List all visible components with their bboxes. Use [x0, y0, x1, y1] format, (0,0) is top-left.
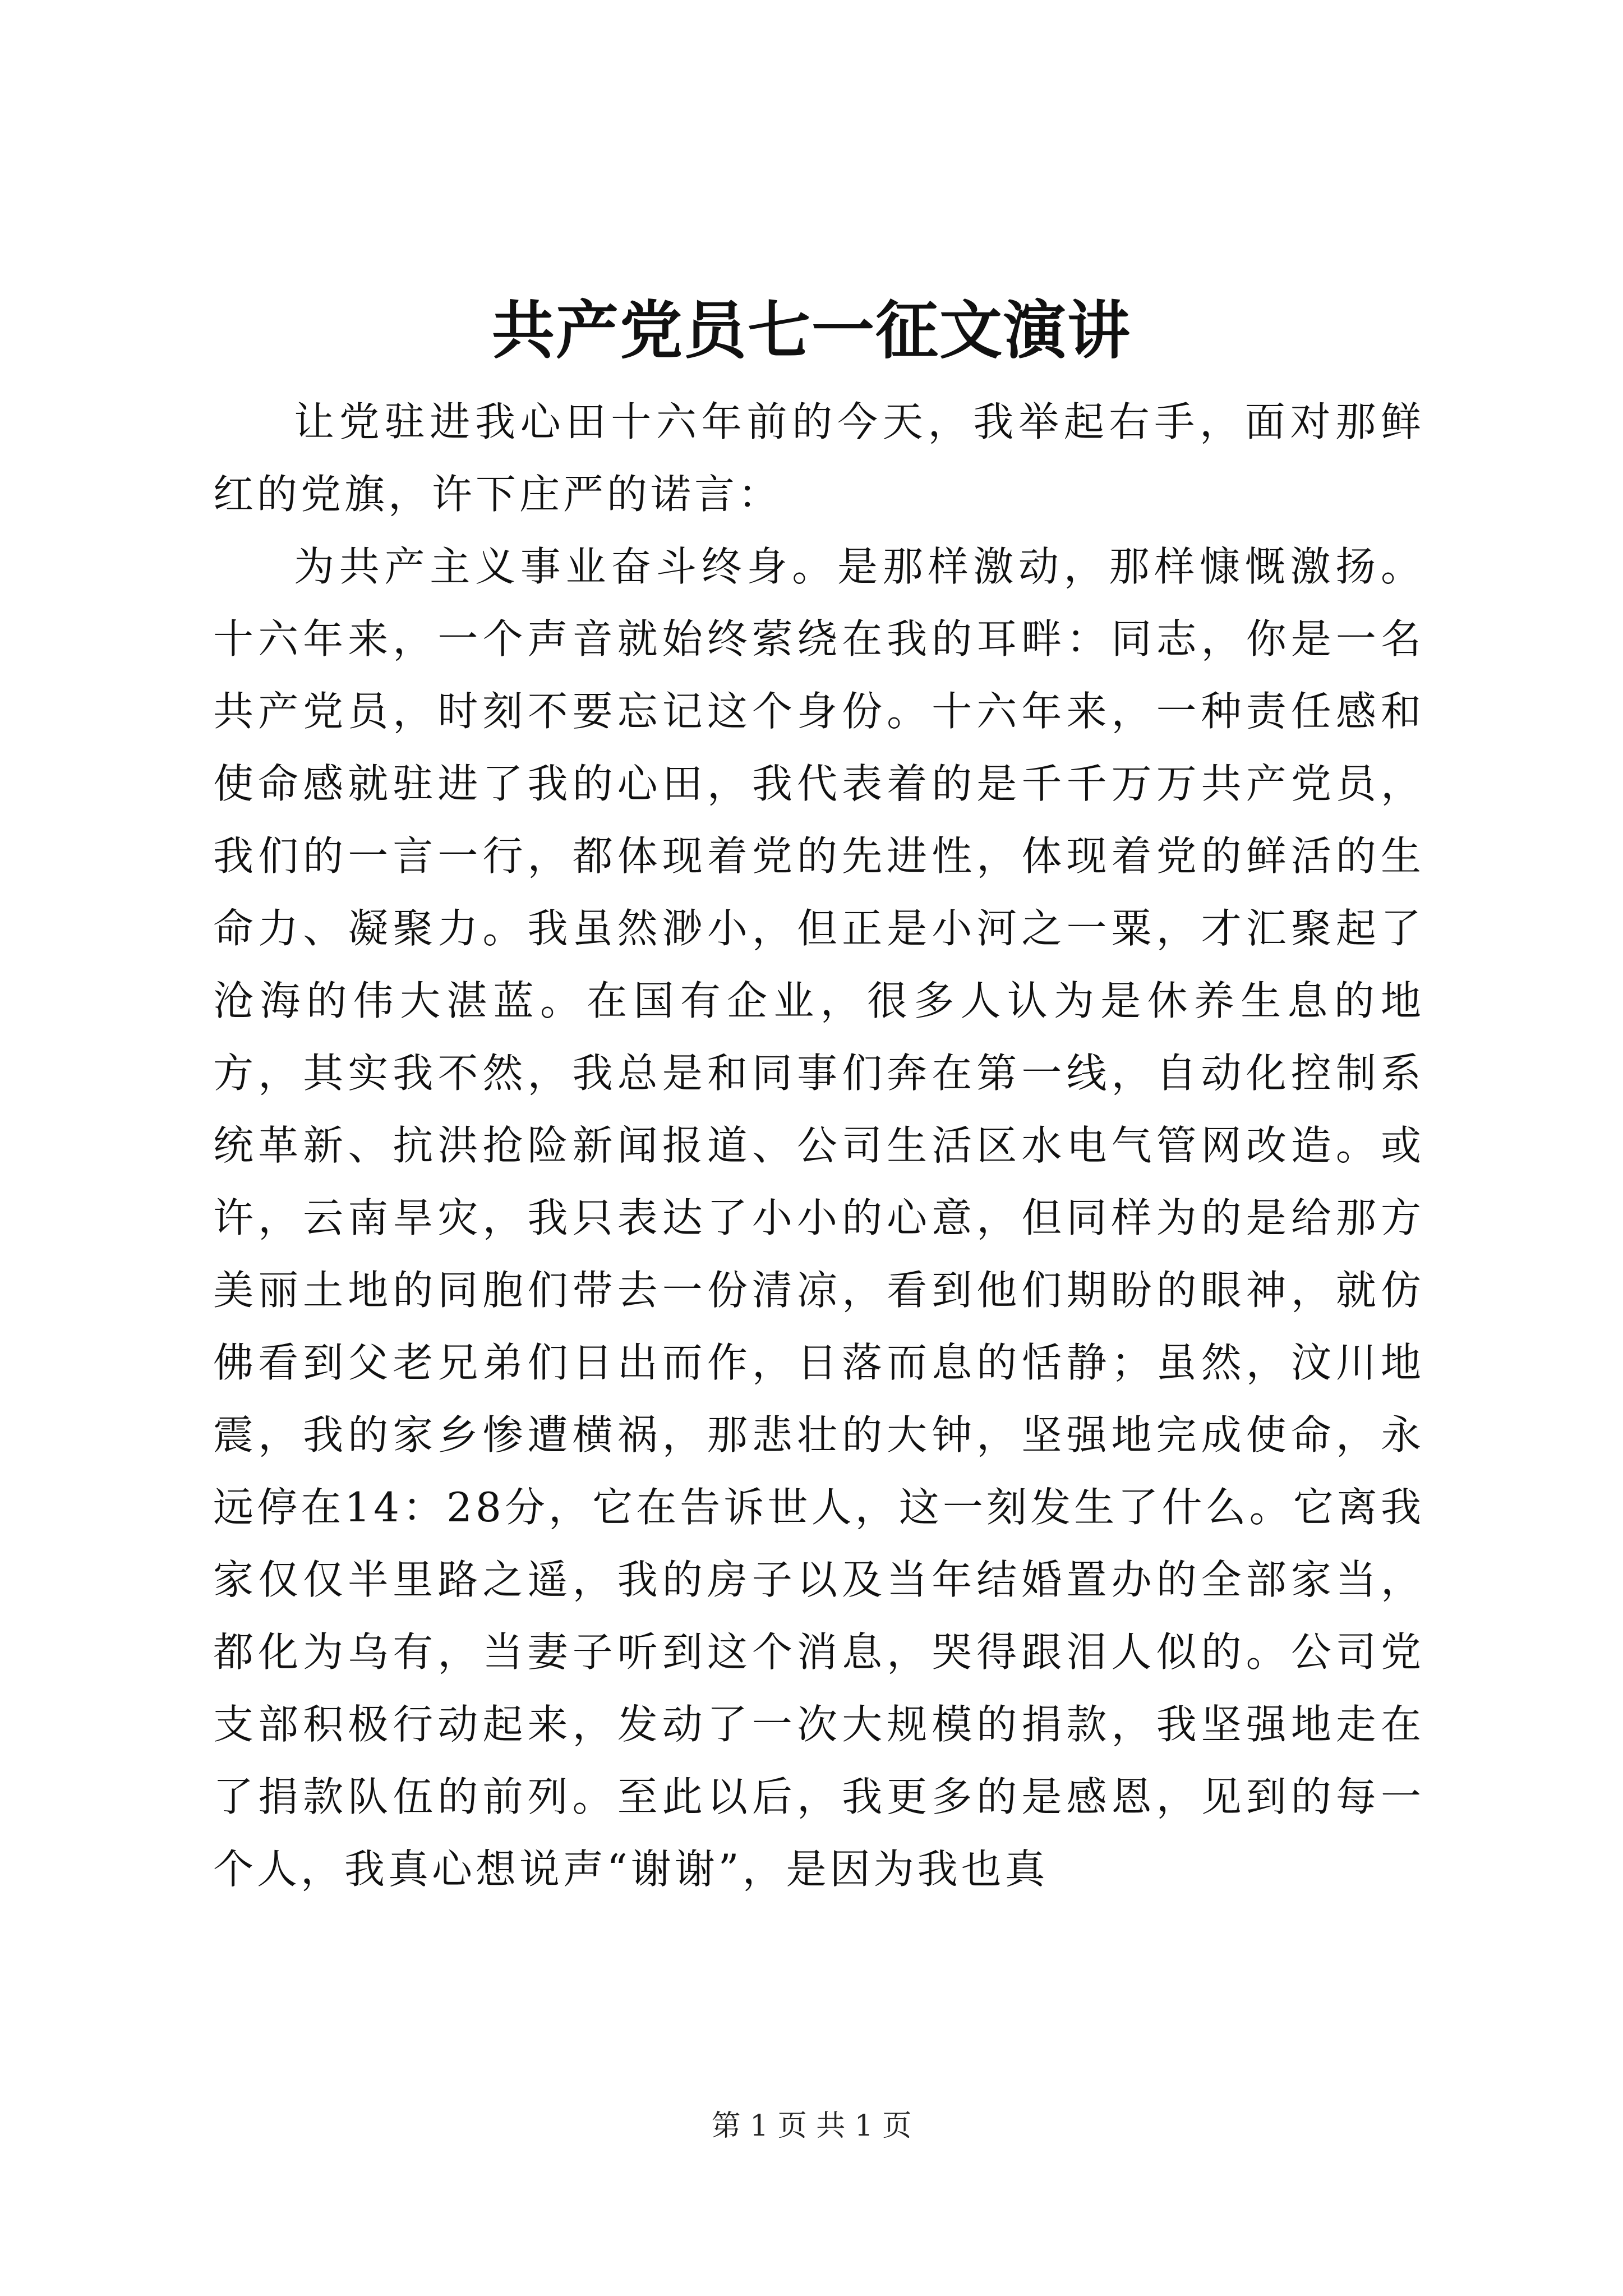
- document-body: [213, 386, 1424, 1906]
- paragraph-main: 为共产主义事业奋斗终身。是那样激动，那样慷慨激扬。十六年来，一个声音就始终萦绕在我的耳畔：同志，你是一名共产党员，时刻不要忘记这个身份。十六年来，一种责任感和使命感就驻进了我的心田，我代表着的是千千万万共产党员，我们的一言一行，都体现着党的先进性，体现着党的鲜活的生命力、凝聚力。我虽然渺小，但正是小河之一粟，才汇聚起了沧海的伟大湛蓝。在国有企业，很多人认为是休养生息的地方，其实我不然，我总是和同事们奔在第一线，自动化控制系统革新、抗洪抢险新闻报道、公司生活区水电气管网改造。或许，云南旱灾，我只表达了小小的心意，但同样为的是给那方美丽土地的同胞们带去一份清凉，看到他们期盼的眼神，就仿佛看到父老兄弟们日出而作，日落而息的恬静；虽然，汶川地震，我的家乡惨遭横祸，那悲壮的大钟，坚强地完成使命，永远停在14：28分，它在告诉世人，这一刻发生了什么。它离我家仅仅半里路之遥，我的房子以及当年结婚置办的全部家当，都化为乌有，当妻子听到这个消息，哭得跟泪人似的。公司党支部积极行动起来，发动了一次大规模的捐款，我坚强地走在了捐款队伍的前列。至此以后，我更多的是感恩，见到的每一个人，我真心想说声“谢谢”，是因为我也真: [213, 543, 1424, 1893]
- paragraph-intro: 让党驻进我心田十六年前的今天，我举起右手，面对那鲜红的党旗，许下庄严的诺言：: [213, 398, 1424, 518]
- page-footer: 第 1 页 共 1 页: [711, 2109, 912, 2143]
- document-title: 共产党员七一征文演讲: [492, 294, 1131, 367]
